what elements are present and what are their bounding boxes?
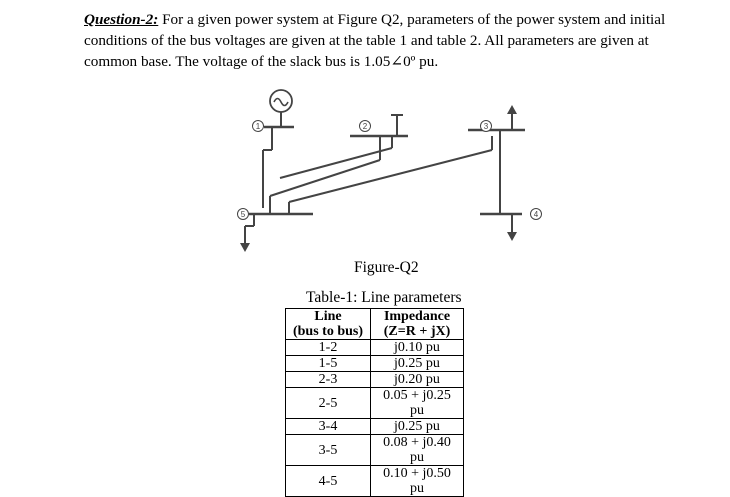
- impedance-cell: j0.20 pu: [371, 372, 464, 388]
- impedance-cell: j0.25 pu: [371, 356, 464, 372]
- table-row: [286, 466, 464, 497]
- line-cell: 3-5: [286, 435, 371, 466]
- table-row: [286, 388, 464, 419]
- bus-3-number: 3: [483, 122, 489, 131]
- header-line: Line: [286, 309, 371, 325]
- line-parameters-table: [285, 308, 464, 497]
- table-title: Table-1: Line parameters: [306, 289, 462, 306]
- impedance-cell: j0.10 pu: [371, 340, 464, 356]
- impedance-cell: 0.08 + j0.40 pu: [371, 435, 464, 466]
- table-row: [286, 419, 464, 435]
- table-row: [286, 356, 464, 372]
- line-cell: 1-2: [286, 340, 371, 356]
- bus-4-marker: [531, 209, 542, 220]
- bus-1-number: 1: [255, 122, 261, 131]
- impedance-cell: 0.10 + j0.50 pu: [371, 466, 464, 497]
- bus-3-marker: [481, 121, 492, 132]
- line-cell: 1-5: [286, 356, 371, 372]
- table-row: [286, 340, 464, 356]
- line-cell: 4-5: [286, 466, 371, 497]
- line-cell: 2-3: [286, 372, 371, 388]
- impedance-cell: 0.05 + j0.25 pu: [371, 388, 464, 419]
- header-impedance-sub: (Z=R + jX): [371, 324, 464, 340]
- question-label: Question-2:: [84, 11, 159, 28]
- bus-2-number: 2: [362, 122, 368, 131]
- impedance-cell: j0.25 pu: [371, 419, 464, 435]
- bus-5-marker: [238, 209, 249, 220]
- bus-2-marker: [360, 121, 371, 132]
- table-row: [286, 435, 464, 466]
- bus-1-marker: [253, 121, 264, 132]
- header-impedance: Impedance: [371, 309, 464, 325]
- line-cell: 2-5: [286, 388, 371, 419]
- bus-4-number: 4: [533, 210, 539, 219]
- bus-5-number: 5: [240, 210, 246, 219]
- figure-caption: Figure-Q2: [354, 259, 419, 276]
- header-line-sub: (bus to bus): [286, 324, 371, 340]
- question-body: For a given power system at Figure Q2, parameters of the power system and initial conditions of the bus voltages are given at the table 1 and table 2. All parameters are given at common base. The voltage of the slack bus is 1.05∠0º pu.: [84, 11, 666, 70]
- table-row: [286, 372, 464, 388]
- line-cell: 3-4: [286, 419, 371, 435]
